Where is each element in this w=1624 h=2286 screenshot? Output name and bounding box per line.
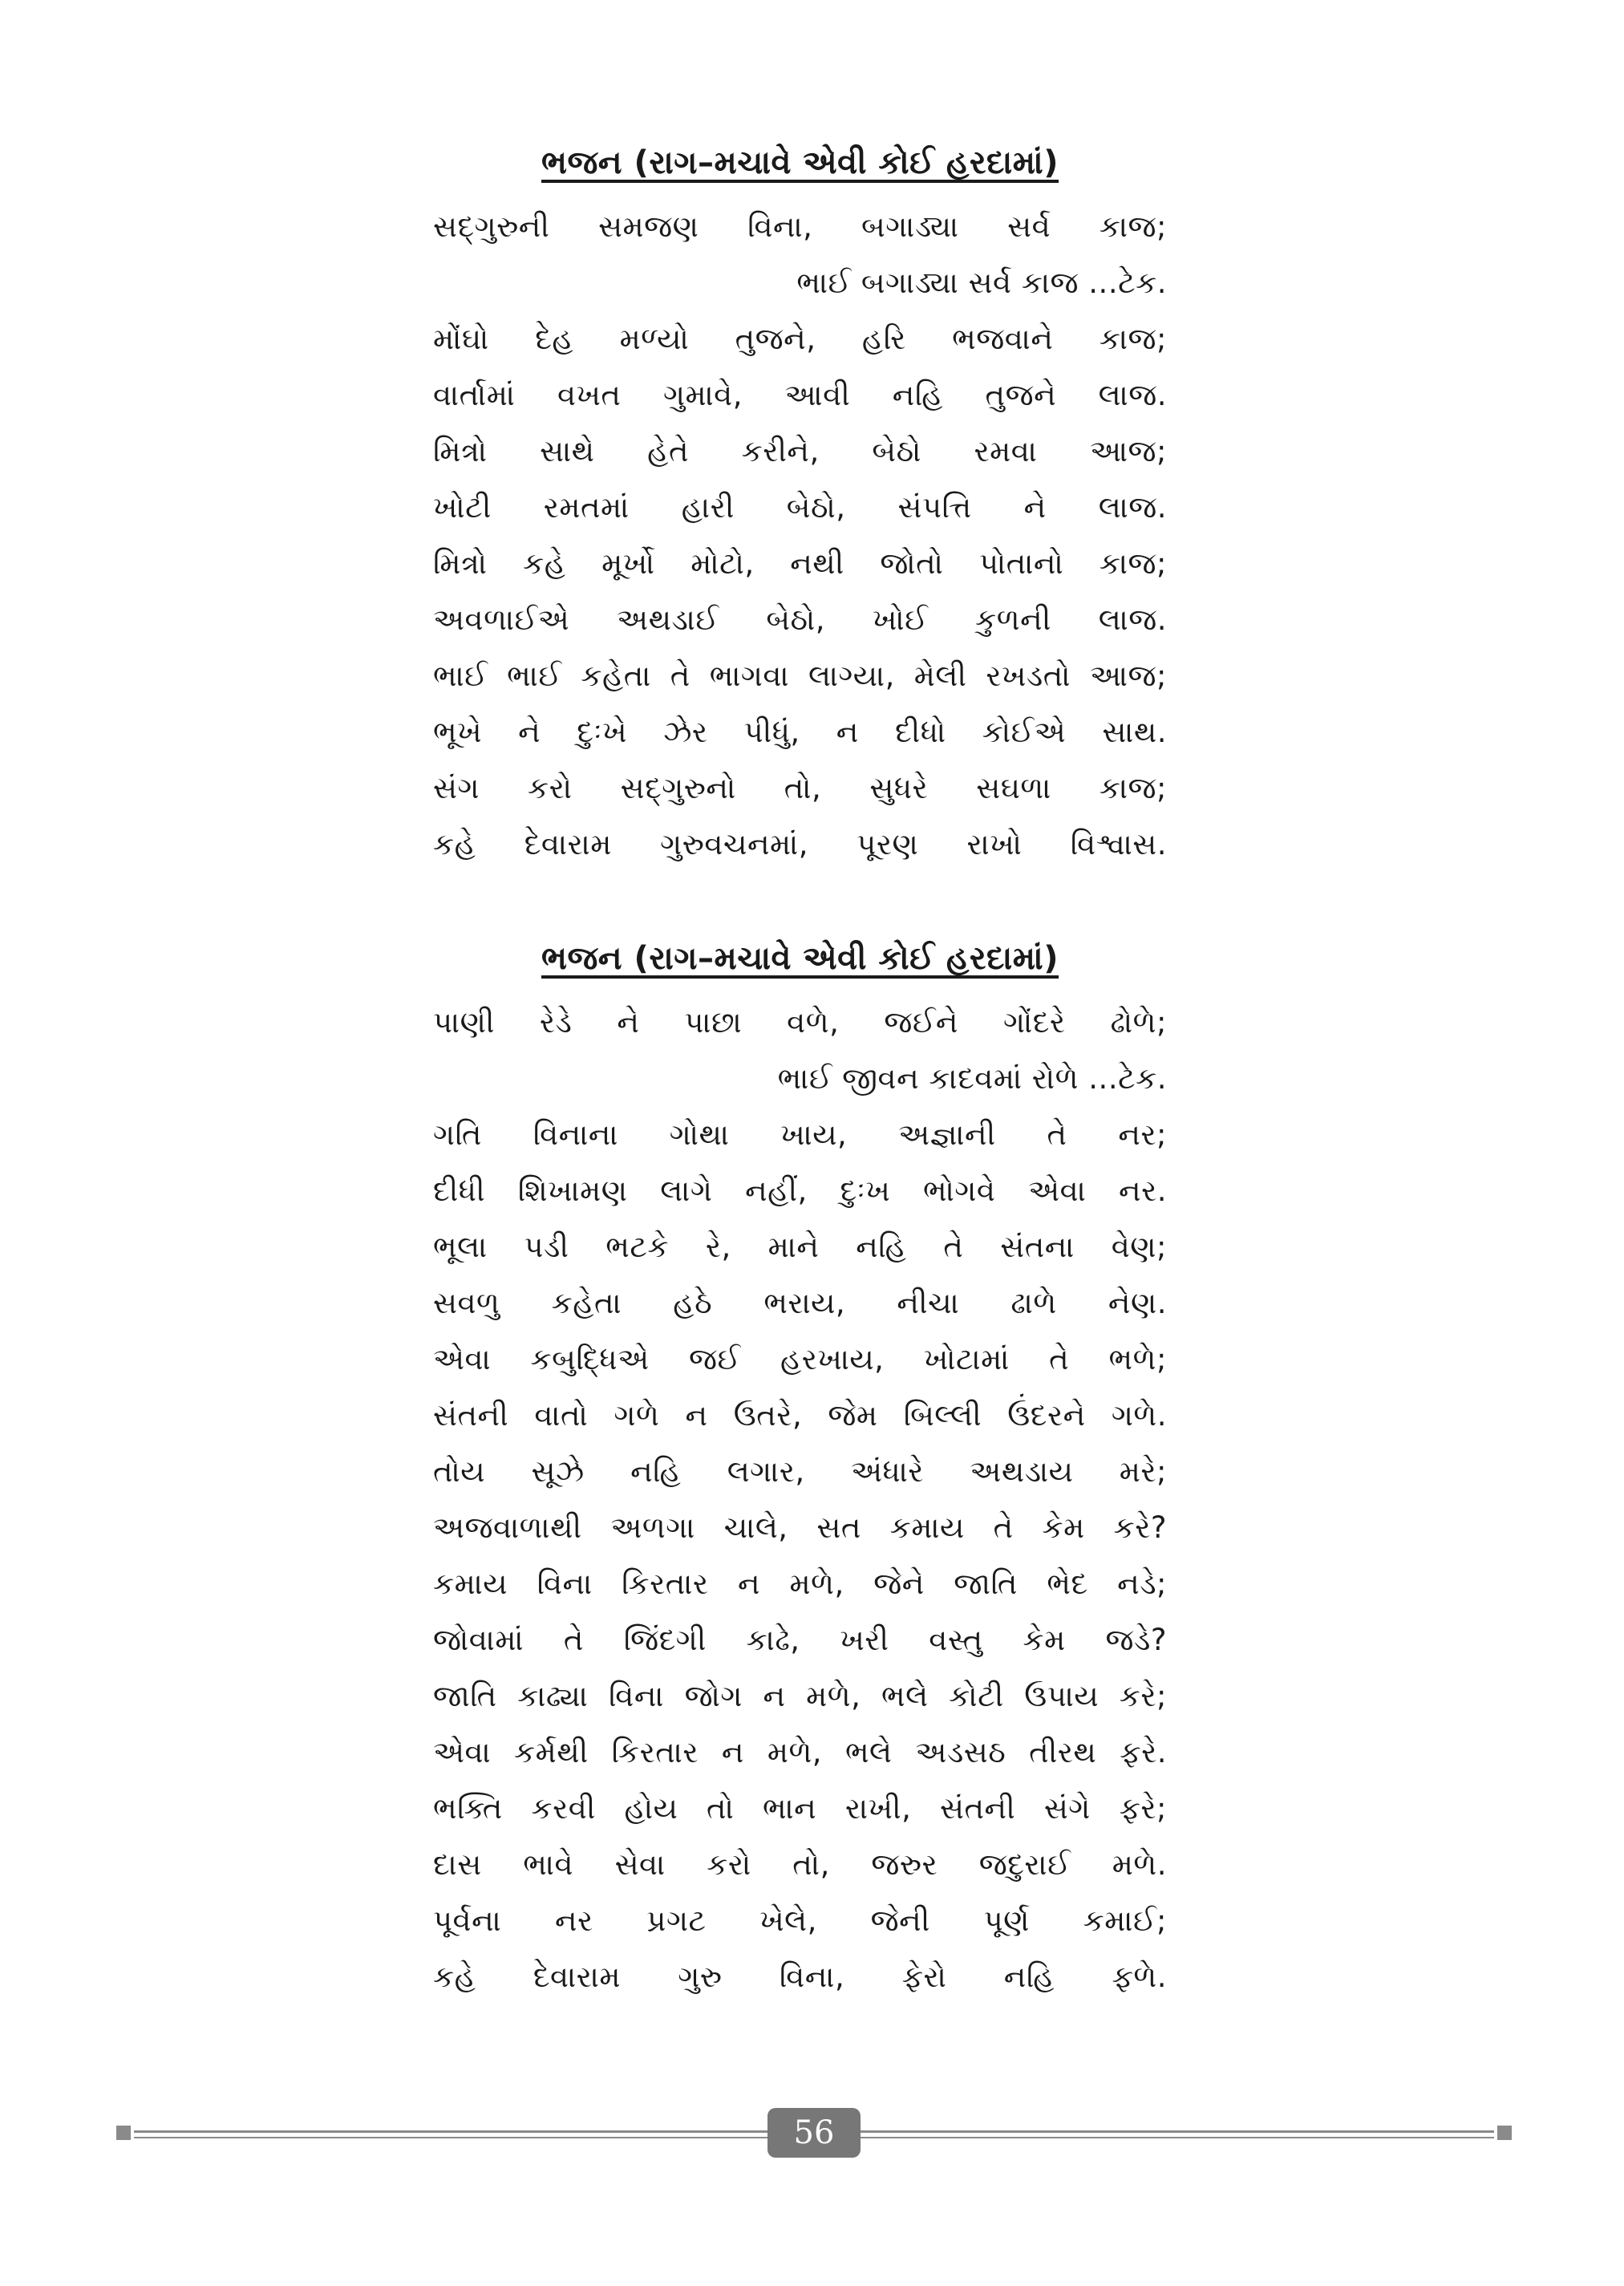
verse-line: મોંઘો દેહ મળ્યો તુજને, હરિ ભજવાને કાજ; (433, 322, 1167, 356)
verse-line: જોવામાં તે જિંદગી કાઢે, ખરી વસ્તુ કેમ જડે? (433, 1623, 1167, 1657)
verse-line: પાણી રેડે ને પાછા વળે, જઈને ગોંદરે ઢોળે; (433, 1005, 1167, 1040)
verse-line: દાસ ભાવે સેવા કરો તો, જરુર જદુરાઈ મળે. (433, 1847, 1167, 1882)
verse-line: મિત્રો સાથે હેતે કરીને, બેઠો રમવા આજ; (433, 434, 1167, 468)
verse-line: વાર્તામાં વખત ગુમાવે, આવી નહિ તુજને લાજ. (433, 378, 1167, 412)
verse-line: દીધી શિખામણ લાગે નહીં, દુઃખ ભોગવે એવા નર. (433, 1173, 1167, 1208)
bhajan-2 (433, 930, 1167, 2005)
verse-line: મિત્રો કહે મૂર્ખો મોટો, નથી જોતો પોતાનો કાજ; (433, 546, 1167, 581)
footer-rule-cap-right (1497, 2126, 1512, 2140)
verse-line: એવા કર્મથી કિરતાર ન મળે, ભલે અડસઠ તીરથ ફરે. (433, 1735, 1167, 1769)
footer-rule-right (861, 2130, 1494, 2138)
page-number: 56 (767, 2108, 861, 2158)
bhajan-1-heading: ભજન (રાગ–મચાવે એવી કોઈ હરદામાં) (541, 144, 1059, 181)
verse-line: સદ્‌ગુરુની સમજણ વિના, બગાડ્યા સર્વ કાજ; (433, 209, 1167, 244)
verse-line: સંગ કરો સદ્‌ગુરુનો તો, સુધરે સઘળા કાજ; (433, 771, 1167, 805)
verse-line: પૂર્વના નર પ્રગટ ખેલે, જેની પૂર્ણ કમાઈ; (433, 1903, 1167, 1938)
refrain-line: ભાઈ બગાડ્યા સર્વ કાજ ...ટેક. (796, 265, 1167, 300)
verse-line: કમાય વિના કિરતાર ન મળે, જેને જાતિ ભેદ નડે; (433, 1567, 1167, 1601)
verse-line: એવા કબુદ્ધિએ જઈ હરખાય, ખોટામાં તે ભળે; (433, 1342, 1167, 1376)
verse-line: ભૂલા પડી ભટકે રે, માને નહિ તે સંતના વેણ; (433, 1230, 1167, 1264)
verse-line: કહે દેવારામ ગુરુ વિના, ફેરો નહિ ફળે. (433, 1960, 1167, 1994)
verse-line: ખોટી રમતમાં હારી બેઠો, સંપત્તિ ને લાજ. (433, 490, 1167, 525)
verse-line: જાતિ કાઢ્યા વિના જોગ ન મળે, ભલે કોટી ઉપાય કરે; (433, 1679, 1167, 1713)
footer-rule-left (134, 2130, 767, 2138)
verse-line: તોય સૂઝે નહિ લગાર, અંધારે અથડાય મરે; (433, 1454, 1167, 1489)
verse-line: અજવાળાથી અળગા ચાલે, સત કમાય તે કેમ કરે? (433, 1510, 1167, 1545)
verse-line: ભક્તિ કરવી હોય તો ભાન રાખી, સંતની સંગે ફરે; (433, 1791, 1167, 1826)
verse-line: સંતની વાતો ગળે ન ઉતરે, જેમ બિલ્લી ઉંદરને ગળે. (433, 1398, 1167, 1433)
verse-line: ગતિ વિનાના ગોથા ખાય, અજ્ઞાની તે નર; (433, 1117, 1167, 1152)
verse-line: કહે દેવારામ ગુરુવચનમાં, પૂરણ રાખો વિશ્વાસ. (433, 827, 1167, 861)
bhajan-1 (433, 135, 1167, 873)
refrain-line: ભાઈ જીવન કાદવમાં રોળે ...ટેક. (777, 1061, 1167, 1096)
footer-rule-cap-left (116, 2126, 131, 2140)
bhajan-2-heading: ભજન (રાગ–મચાવે એવી કોઈ હરદામાં) (541, 940, 1059, 977)
verse-line: ભૂખે ને દુઃખે ઝેર પીધું, ન દીધો કોઈએ સાથ. (433, 715, 1167, 749)
verse-line: ભાઈ ભાઈ કહેતા તે ભાગવા લાગ્યા, મેલી રખડતો આજ; (433, 659, 1167, 693)
verse-line: અવળાઈએ અથડાઈ બેઠો, ખોઈ કુળની લાજ. (433, 602, 1167, 637)
verse-line: સવળુ કહેતા હઠે ભરાય, નીચા ઢાળે નેણ. (433, 1286, 1167, 1320)
page-footer (116, 2108, 1512, 2159)
